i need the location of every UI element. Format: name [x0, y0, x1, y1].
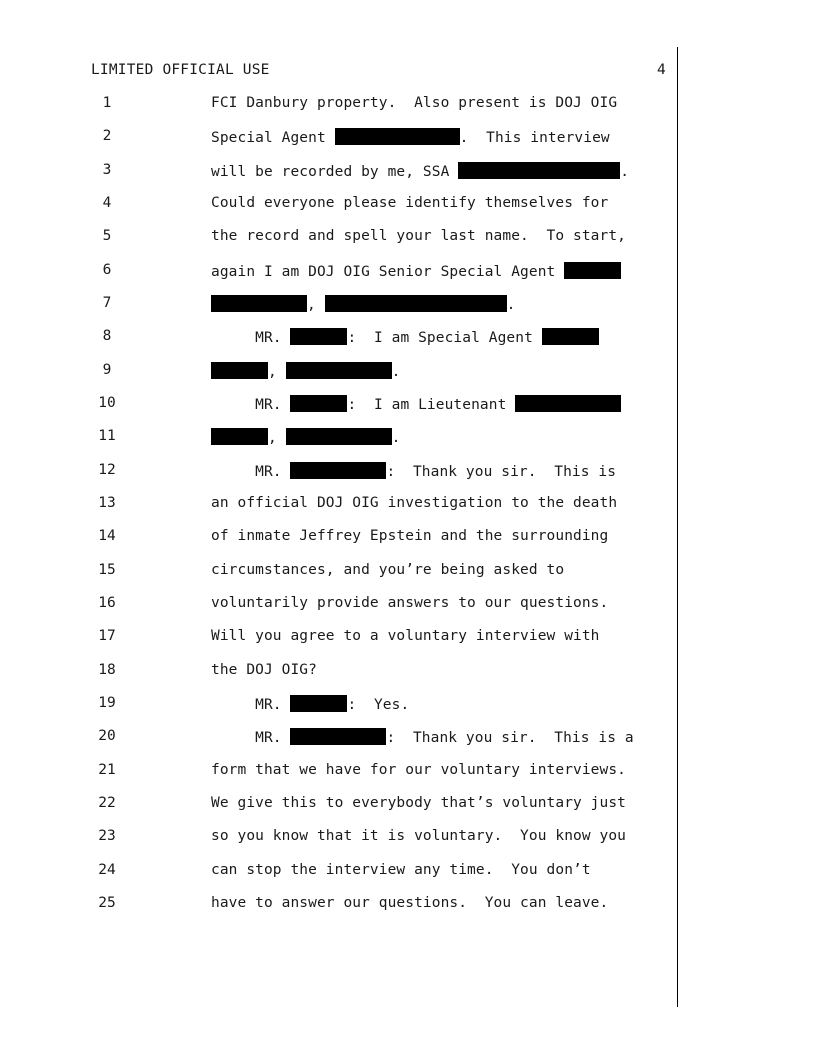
page-number: 4 — [657, 62, 666, 78]
line-number: 19 — [98, 695, 116, 711]
line-number: 15 — [98, 562, 116, 578]
transcript-line — [211, 462, 616, 480]
redaction-block — [515, 395, 621, 412]
transcript-line — [211, 562, 564, 578]
transcript-line — [211, 728, 634, 746]
transcript-line — [211, 862, 591, 878]
transcript-line — [211, 95, 617, 111]
redaction-block — [458, 162, 620, 179]
line-number: 8 — [102, 328, 112, 344]
transcript-line — [211, 428, 401, 446]
line-text: . — [391, 364, 401, 380]
transcript-line — [211, 595, 608, 611]
redaction-block — [290, 395, 347, 412]
line-number: 6 — [102, 262, 112, 278]
line-number: 9 — [102, 362, 112, 378]
line-text: MR. — [211, 730, 291, 746]
line-text: Could everyone please identify themselves for — [211, 195, 609, 211]
line-text: FCI Danbury property. Also present is DOJ OIG — [211, 95, 618, 111]
line-number: 4 — [102, 195, 112, 211]
line-number: 16 — [98, 595, 116, 611]
line-text: form that we have for our voluntary interviews. — [211, 762, 626, 778]
line-text: We give this to everybody that’s voluntary just — [211, 795, 626, 811]
line-number: 23 — [98, 828, 116, 844]
line-text: will be recorded by me, SSA — [211, 164, 459, 180]
line-number: 13 — [98, 495, 116, 511]
transcript-line — [211, 295, 516, 313]
line-text: circumstances, and you’re being asked to — [211, 562, 565, 578]
line-text: Special Agent — [211, 130, 335, 146]
transcript-line — [211, 895, 608, 911]
line-text: of inmate Jeffrey Epstein and the surrounding — [211, 528, 609, 544]
line-text: : I am Special Agent — [347, 330, 542, 346]
line-number: 20 — [98, 728, 116, 744]
line-text: so you know that it is voluntary. You know you — [211, 828, 626, 844]
transcript-line — [211, 695, 409, 713]
redaction-block — [211, 362, 268, 379]
transcript-line — [211, 528, 608, 544]
line-text: , — [307, 297, 325, 313]
transcript-line — [211, 795, 626, 811]
line-number: 2 — [102, 128, 112, 144]
redaction-block — [286, 362, 392, 379]
line-text: MR. — [211, 464, 291, 480]
redaction-block — [542, 328, 599, 345]
transcript-line — [211, 662, 317, 678]
line-number: 12 — [98, 462, 116, 478]
line-number: 24 — [98, 862, 116, 878]
line-number: 7 — [102, 295, 112, 311]
line-number: 5 — [102, 228, 112, 244]
line-text: again I am DOJ OIG Senior Special Agent — [211, 264, 565, 280]
transcript-line — [211, 395, 621, 413]
redaction-block — [290, 462, 386, 479]
line-text: the record and spell your last name. To start, — [211, 228, 626, 244]
redaction-block — [290, 328, 347, 345]
redaction-block — [564, 262, 621, 279]
page-header-label: LIMITED OFFICIAL USE — [91, 62, 270, 78]
transcript-line — [211, 228, 626, 244]
line-number: 25 — [98, 895, 116, 911]
transcript-line — [211, 495, 617, 511]
transcript-line — [211, 828, 626, 844]
transcript-line — [211, 362, 401, 380]
line-text: . This interview — [459, 130, 610, 146]
transcript-line — [211, 162, 629, 180]
redaction-block — [290, 728, 386, 745]
transcript-line — [211, 328, 599, 346]
line-number: 1 — [102, 95, 112, 111]
line-text: : Yes. — [347, 697, 410, 713]
line-text: , — [268, 364, 286, 380]
line-text: have to answer our questions. You can leave. — [211, 895, 609, 911]
redaction-block — [325, 295, 507, 312]
redaction-block — [211, 295, 307, 312]
line-text: . — [620, 164, 630, 180]
transcript-line — [211, 262, 621, 280]
line-text: can stop the interview any time. You don’t — [211, 862, 591, 878]
line-number: 22 — [98, 795, 116, 811]
line-number: 3 — [102, 162, 112, 178]
line-number: 10 — [98, 395, 116, 411]
line-text: MR. — [211, 697, 291, 713]
line-text: voluntarily provide answers to our questions. — [211, 595, 609, 611]
redaction-block — [286, 428, 392, 445]
transcript-line — [211, 128, 610, 146]
line-number: 17 — [98, 628, 116, 644]
line-text: : Thank you sir. This is a — [386, 730, 634, 746]
redaction-block — [335, 128, 460, 145]
line-text: the DOJ OIG? — [211, 662, 317, 678]
redaction-block — [211, 428, 268, 445]
line-text: , — [268, 430, 286, 446]
line-number: 21 — [98, 762, 116, 778]
line-number: 18 — [98, 662, 116, 678]
margin-rule — [677, 47, 678, 1007]
transcript-line — [211, 628, 600, 644]
line-number: 14 — [98, 528, 116, 544]
transcript-line — [211, 195, 608, 211]
redaction-block — [290, 695, 347, 712]
line-text: : Thank you sir. This is — [386, 464, 617, 480]
transcript-line — [211, 762, 626, 778]
line-text: . — [506, 297, 516, 313]
line-text: an official DOJ OIG investigation to the death — [211, 495, 618, 511]
line-text: : I am Lieutenant — [347, 397, 516, 413]
line-text: Will you agree to a voluntary interview with — [211, 628, 600, 644]
line-text: MR. — [211, 330, 291, 346]
line-text: . — [391, 430, 401, 446]
line-number: 11 — [98, 428, 116, 444]
line-text: MR. — [211, 397, 291, 413]
